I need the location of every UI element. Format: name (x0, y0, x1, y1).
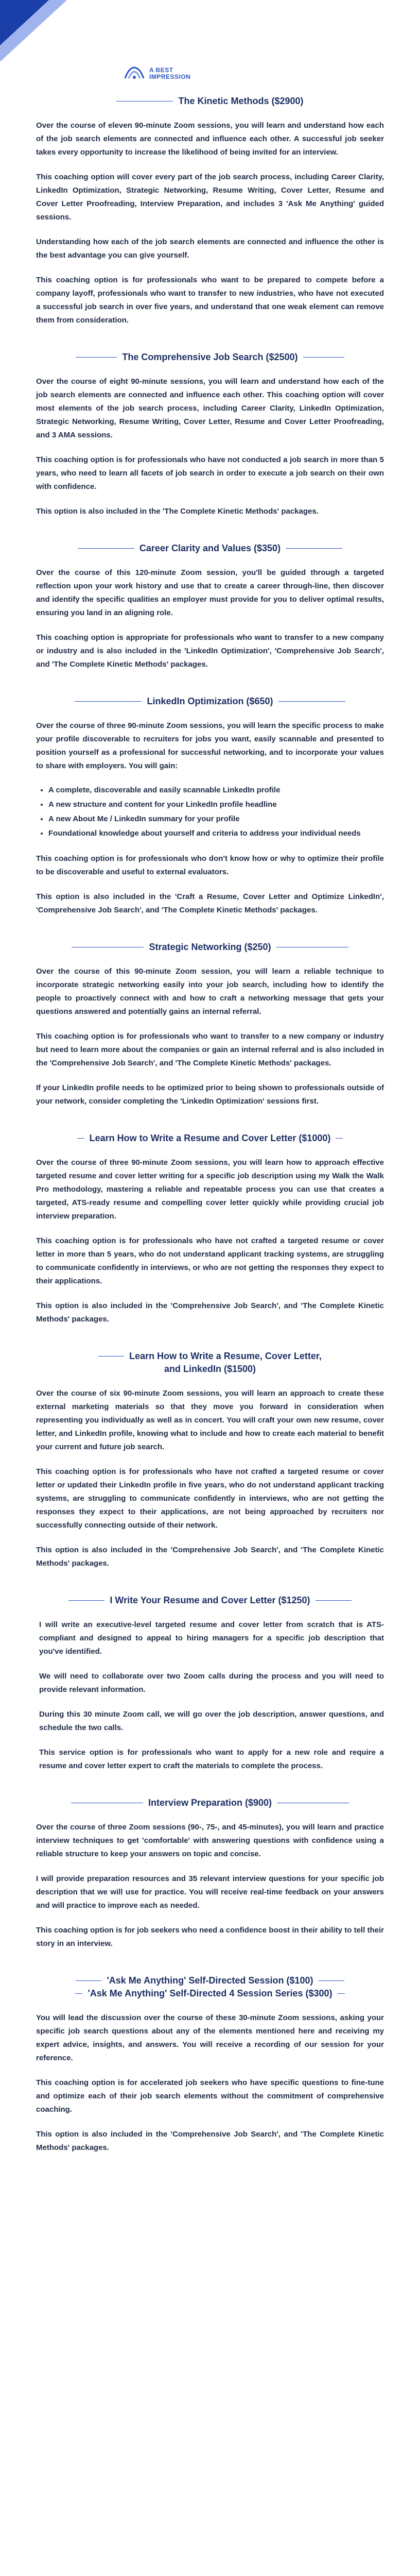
paragraph: This coaching option is for professionals who want to be prepared to compete before a company layoff, professionals who want to transfer to new industries, who have not executed a successful job search in over five years, and understand that one weak element can remove them from consideration. (36, 276, 384, 325)
top-left-corner-decoration (0, 0, 67, 62)
benefit-list (36, 784, 384, 840)
list-item: • A new structure and content for your LinkedIn profile headline (48, 799, 384, 811)
section-title: Career Clarity and Values ($350) (139, 543, 281, 553)
section-title-line-1: Learn How to Write a Resume, Cover Letter, (129, 1351, 322, 1361)
heading-line (98, 1351, 322, 1362)
section-comprehensive-job-search (36, 352, 384, 518)
paragraph: This coaching option is for professionals who don't know how or why to optimize their profile to be discoverable and useful to external evaluators. (36, 854, 384, 876)
section-heading (36, 1975, 384, 1999)
paragraph: Over the course of six 90-minute Zoom sessions, you will learn an approach to create these external marketing materials so that they move you forward in consideration when representing you individually as well as in concert. You will craft your own new resume, cover letter, and LinkedIn profile, knowing what to include and how to create each material to benefit your current and future job search. (36, 1389, 384, 1451)
heading-rule-left (68, 1600, 104, 1601)
section-ask-me-anything (36, 1975, 384, 2155)
section-title: I Write Your Resume and Cover Letter ($1250) (110, 1595, 310, 1605)
section-title: Interview Preparation ($900) (148, 1798, 272, 1808)
paragraph: Over the course of this 120-minute Zoom session, you'll be guided through a targeted reflection upon your work history and use that to create a career through-line, then discover and identify the specific qualities an employer must provide for you to deliver optimal results, ensuring you land in an aligning role. (36, 568, 384, 617)
section-learn-resume-cover-letter (36, 1133, 384, 1326)
heading-rule-left (75, 1993, 82, 1994)
section-title: The Kinetic Methods ($2900) (178, 96, 304, 106)
logo-line-2: IMPRESSION (149, 73, 191, 80)
heading-rule-right (319, 1980, 344, 1981)
section-title-line-2: 'Ask Me Anything' Self-Directed 4 Session Series ($300) (87, 1988, 332, 1998)
section-heading (36, 1133, 384, 1144)
paragraph: This option is also included in the 'Comprehensive Job Search', and 'The Complete Kinetic Methods' packages. (36, 2130, 384, 2152)
heading-rule-right (303, 357, 344, 358)
paragraph: This coaching option is for professionals who have not crafted a targeted resume or cover letter in more than 5 years, who do not understand applicant tracking systems, are struggling to communicate confidently in interviews, or who are not getting the responses they expect to their applications. (36, 1236, 384, 1285)
paragraph: Over the course of eleven 90-minute Zoom sessions, you will learn and understand how each of the job search elements are connected and influence each other. A successful job seeker takes every opportunity to increase the likelihood of being invited for an interview. (36, 121, 384, 157)
paragraph: This coaching option is for job seekers who need a confidence boost in their ability to tell their story in an interview. (36, 1926, 384, 1948)
paragraph: Over the course of three Zoom sessions (90-, 75-, and 45-minutes), you will learn and practice interview techniques to get 'comfortable' with answering questions with confidence using a reliable structure to keep your answers on topic and concise. (36, 1823, 384, 1858)
services-content (36, 96, 384, 2179)
section-strategic-networking (36, 942, 384, 1108)
heading-rule-left (75, 701, 142, 702)
heading-rule-right (316, 1600, 352, 1601)
brand-logo (124, 66, 190, 81)
paragraph: Over the course of three 90-minute Zoom sessions, you will learn the specific process to make your profile discoverable to recruiters for jobs you want, easily scannable and presented to position yourself as a professional for successful networking, and to incorporate your values to share with employers. You will gain: (36, 721, 384, 770)
paragraph: Over the course of this 90-minute Zoom session, you will learn a reliable technique to incorporate strategic networking easily into your job search, including how to identify the people to proactively connect with and how to craft a networking message that gets your questions answered and potentially gains an internal referral. (36, 967, 384, 1016)
logo-wordmark (149, 67, 190, 80)
paragraph: You will lead the discussion over the course of these 30-minute Zoom sessions, asking your specific job search questions about any of the elements mentioned here and receiving my expert advice, insights, and answers. You will receive a recording of our session for your reference. (36, 2013, 384, 2062)
list-item: • A new About Me / LinkedIn summary for your profile (48, 813, 384, 825)
logo-line-1: A BEST (149, 66, 173, 74)
section-kinetic-methods (36, 96, 384, 327)
section-i-write-your-resume (36, 1595, 384, 1773)
section-heading (36, 1351, 384, 1375)
list-item: • Foundational knowledge about yourself and criteria to address your individual needs (48, 827, 384, 840)
section-heading (36, 942, 384, 953)
paragraph: This option is also included in the 'Comprehensive Job Search', and 'The Complete Kinetic Methods' packages. (36, 1546, 384, 1568)
section-heading (36, 543, 384, 554)
paragraph: This option is also included in the 'Craft a Resume, Cover Letter and Optimize LinkedIn', 'Comprehensive Job Search', and 'The Complete Kinetic Methods' packages. (36, 892, 384, 914)
section-heading (36, 96, 384, 107)
section-heading (36, 696, 384, 707)
section-title: The Comprehensive Job Search ($2500) (122, 352, 298, 362)
section-heading (36, 352, 384, 363)
paragraph: Over the course of three 90-minute Zoom sessions, you will learn how to approach effective targeted resume and cover letter writing for a specific job description using my Walk the Walk Pro methodology, mastering a reliable and repeatable process you can use that creates a targeted, ATS-ready resume and compelling cover letter quickly while providing crucial job interview preparation. (36, 1158, 384, 1221)
paragraph: This service option is for professionals who want to apply for a new role and require a resume and cover letter expert to craft the materials to complete the process. (39, 1748, 384, 1770)
heading-rule-left (98, 1356, 124, 1357)
heading-rule-right (338, 1993, 345, 1994)
paragraph: This coaching option is for accelerated job seekers who have specific questions to fine-tune and optimize each of their job search elements without the commitment of comprehensive coaching. (36, 2078, 384, 2114)
section-title: LinkedIn Optimization ($650) (147, 696, 273, 706)
paragraph: If your LinkedIn profile needs to be optimized prior to being shown to professionals outside of your network, consider completing the 'LinkedIn Optimization' sessions first. (36, 1083, 384, 1106)
paragraph: During this 30 minute Zoom call, we will go over the job description, answer questions, and schedule the two calls. (39, 1710, 384, 1732)
section-title-line-2: and LinkedIn ($1500) (164, 1364, 256, 1374)
heading-rule-left (78, 548, 134, 549)
paragraph: We will need to collaborate over two Zoom calls during the process and you will need to provide relevant information. (39, 1672, 384, 1694)
heading-rule-left (76, 1980, 101, 1981)
section-title-line-1: 'Ask Me Anything' Self-Directed Session ($100) (107, 1975, 313, 1986)
paragraph: This coaching option is for professionals who have not crafted a targeted resume or cover letter or updated their LinkedIn profile in five years, who do not understand applicant tracking systems, are struggling to communicate confidently in interviews, who are not getting the responses they expect to their applications, are not being approached by recruiters nor successfully connecting outside of their network. (36, 1467, 384, 1530)
paragraph: I will provide preparation resources and 35 relevant interview questions for your specific job description that we will use for practice. You will receive real-time feedback on your answers and will practice to improve each as needed. (36, 1874, 384, 1910)
section-interview-preparation (36, 1798, 384, 1951)
section-linkedin-optimization (36, 696, 384, 917)
paragraph: This option is also included in the 'Comprehensive Job Search', and 'The Complete Kinetic Methods' packages. (36, 1301, 384, 1324)
heading-rule-right (336, 1138, 343, 1139)
heading-rule-left (76, 357, 117, 358)
paragraph: This option is also included in the 'The Complete Kinetic Methods' packages. (36, 507, 319, 516)
section-career-clarity (36, 543, 384, 671)
paragraph: I will write an executive-level targeted resume and cover letter from scratch that is ATS-compliant and designed to appeal to hiring managers for a specific job description that you've identified. (39, 1620, 384, 1656)
paragraph: This coaching option is for professionals who want to transfer to a new company or industry but need to learn more about the companies or gain an internal referral and is also included in the 'Comprehensive Job Search', and 'The Complete Kinetic Methods' packages. (36, 1032, 384, 1067)
logo-icon (124, 66, 145, 81)
section-title: Learn How to Write a Resume and Cover Letter ($1000) (89, 1133, 331, 1143)
section-title: Strategic Networking ($250) (149, 942, 271, 952)
heading-rule-left (77, 1138, 84, 1139)
list-item: • A complete, discoverable and easily scannable LinkedIn profile (48, 784, 384, 796)
paragraph: This coaching option will cover every part of the job search process, including Career Clarity, LinkedIn Optimization, Strategic Networking, Resume Writing, Cover Letter, Resume and Cover Letter Proofreading, Interview Preparation, and includes 3 'Ask Me Anything' guided sessions. (36, 173, 384, 222)
heading-line (164, 1364, 256, 1375)
paragraph: Over the course of eight 90-minute sessions, you will learn and understand how each of the job search elements are connected and influence each other. This coaching option will cover most elements of the job search process, including Career Clarity, LinkedIn Optimization, Strategic Networking, Resume Writing, Cover Letter, Resume and Cover Letter Proofreading, and 3 AMA sessions. (36, 377, 384, 439)
paragraph: This coaching option is appropriate for professionals who want to transfer to a new company or industry and is also included in the 'LinkedIn Optimization', 'Comprehensive Job Search', and 'The Complete Kinetic Methods' packages. (36, 633, 384, 669)
heading-line (76, 1975, 344, 1986)
paragraph: Understanding how each of the job search elements are connected and influence the other is the best advantage you can give yourself. (36, 238, 384, 260)
section-heading (36, 1798, 384, 1808)
paragraph: This coaching option is for professionals who have not conducted a job search in more than 5 years, who need to learn all facets of job search in order to execute a job search on their own with confidence. (36, 455, 384, 491)
heading-line (75, 1988, 344, 1999)
section-learn-resume-cover-letter-linkedin (36, 1351, 384, 1570)
heading-rule-right (278, 701, 345, 702)
heading-rule-right (286, 548, 342, 549)
section-heading (36, 1595, 384, 1606)
